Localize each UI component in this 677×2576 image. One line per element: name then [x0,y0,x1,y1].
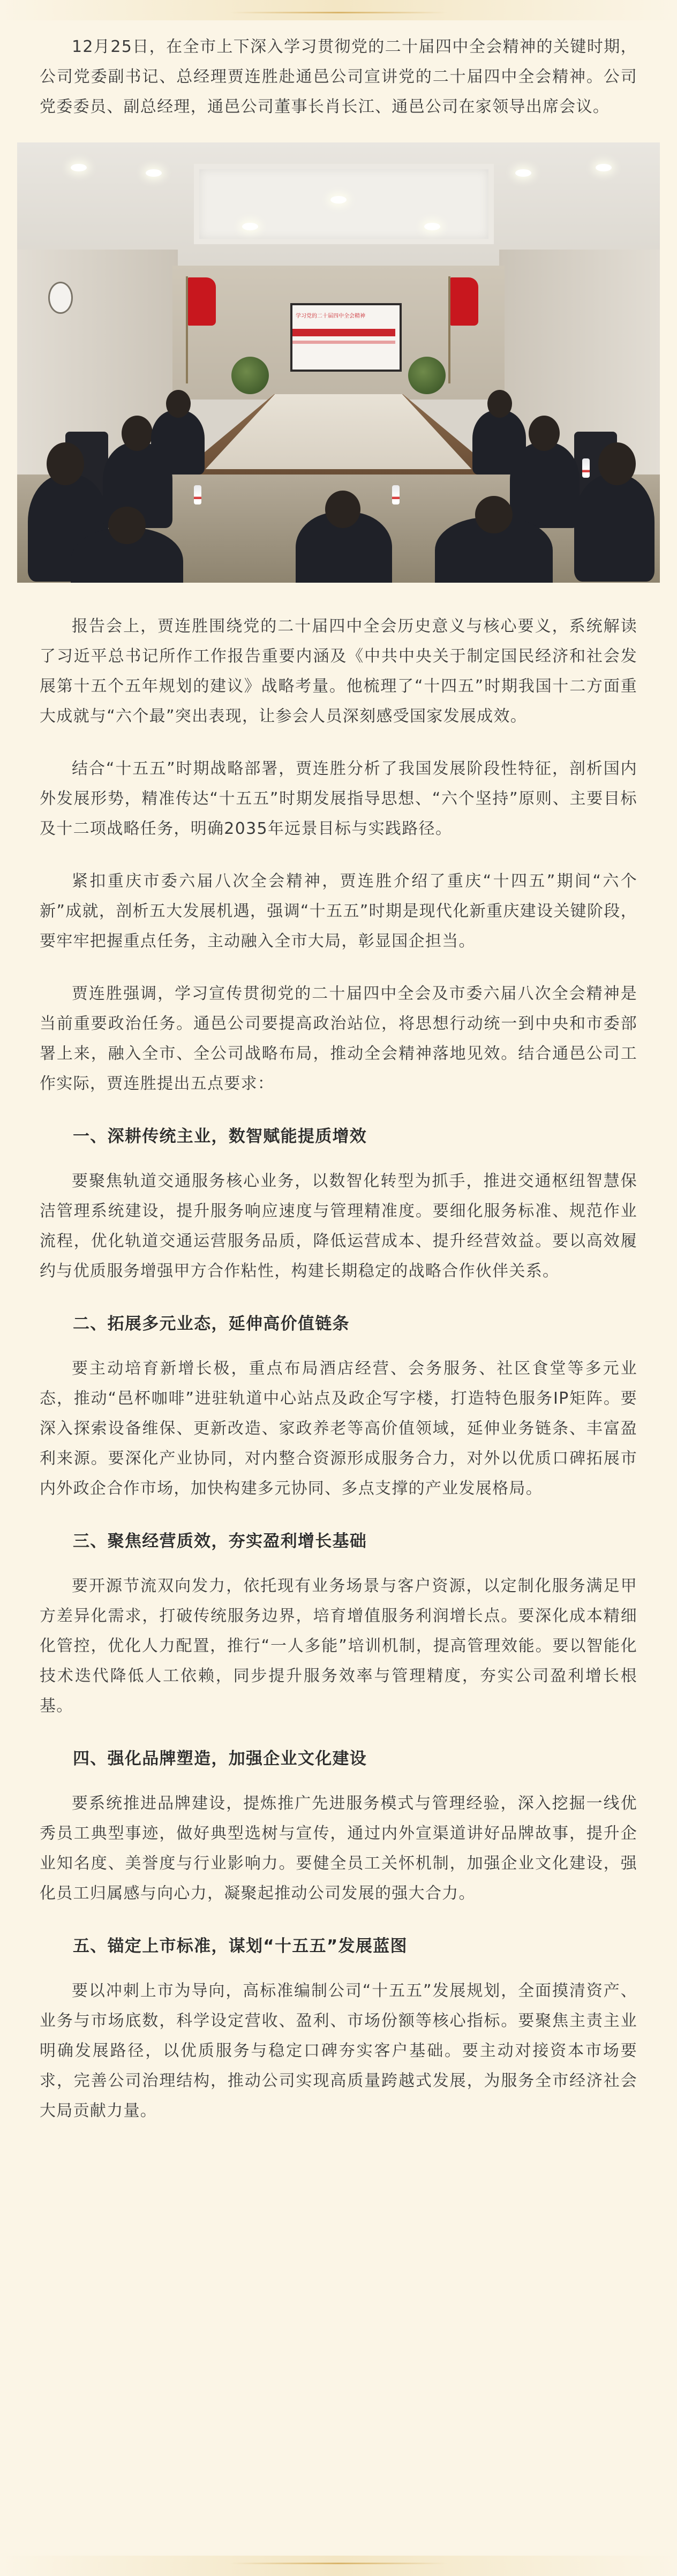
section-heading-1: 一、深耕传统主业，数智赋能提质增效 [73,1127,367,1146]
water-bottle-icon [194,485,201,504]
ceiling-lamp [515,169,531,177]
section-heading-3: 三、聚焦经营质效，夯实盈利增长基础 [73,1532,367,1551]
body-paragraph-2: 结合“十五五”时期战略部署，贾连胜分析了我国发展阶段性特征，剖析国内外发展形势，精准传达“十五五”时期发展指导思想、“六个坚持”原则、主要目标及十二项战略任务，明确2035年远景目标与实践路径。 [40,759,637,838]
ceiling-lamp [596,164,612,171]
body-paragraph-4: 贾连胜强调，学习宣传贯彻党的二十届四中全会及市委六届八次全会精神是当前重要政治任务。通邑公司要提高政治站位，将思想行动统一到中央和市委部署上来，融入全市、全公司战略布局，推动全会精神落地见效。结合通邑公司工作实际，贾连胜提出五点要求： [40,984,637,1093]
section-body-1: 要聚焦轨道交通服务核心业务，以数智化转型为抓手，推进交通枢纽智慧保洁管理系统建设，提升服务响应速度与管理精准度。要细化服务标准、规范作业流程，优化轨道交通运营服务品质，降低运营成本、提升经营效益。要以高效履约与优质服务增强甲方合作粘性，构建长期稳定的战略合作伙伴关系。 [40,1172,637,1281]
section-body-2: 要主动培育新增长极，重点布局酒店经营、会务服务、社区食堂等多元业态，推动“邑杯咖啡”进驻轨道中心站点及政企写字楼，打造特色服务IP矩阵。要深入探索设备维保、更新改造、家政养老等高价值领域，延伸业务链条、丰富盈利来源。要深化产业协同，对内整合资源形成服务合力，对外以优质口碑拓展市内外政企合作市场，加快构建多元协同、多点支撑的产业发展格局。 [40,1359,637,1498]
top-gold-line [230,12,447,13]
body-paragraph-3: 紧扣重庆市委六届八次全会精神，贾连胜介绍了重庆“十四五”期间“六个新”成就，剖析五大发展机遇，强调“十五五”时期是现代化新重庆建设关键阶段，要牢牢把握重点任务，主动融入全市大局，彰显国企担当。 [40,872,637,951]
article-body [17,32,660,2126]
presentation-screen [290,303,402,372]
section-heading-2: 二、拓展多元业态，延伸高价值链条 [73,1314,350,1334]
section-heading-4: 四、强化品牌塑造，加强企业文化建设 [73,1749,367,1768]
intro-paragraph: 12月25日，在全市上下深入学习贯彻党的二十届四中全会精神的关键时期，公司党委副书记、总经理贾连胜赴通邑公司宣讲党的二十届四中全会精神。公司党委委员、副总经理，通邑公司董事长肖长江、通邑公司在家领导出席会议。 [40,37,637,116]
screen-caption: 学习党的二十届四中全会精神 [296,313,365,319]
section-body-3: 要开源节流双向发力，依托现有业务场景与客户资源，以定制化服务满足甲方差异化需求，打破传统服务边界，培育增值服务利润增长点。要深化成本精细化管控，优化人力配置，推行“一人多能”培训机制，提高管理效能。要以智能化技术迭代降低人工依赖，同步提升服务效率与管理精度，夯实公司盈利增长根基。 [40,1577,637,1715]
wall-clock-icon [48,282,73,314]
attendee [151,410,205,474]
ceiling-lamp [146,169,162,177]
water-bottle-icon [392,485,400,504]
plant-icon [231,357,269,394]
section-heading-5: 五、锚定上市标准，谋划“十五五”发展蓝图 [73,1937,408,1956]
top-border [0,0,677,20]
attendee [574,474,655,582]
section-body-5: 要以冲刺上市为导向，高标准编制公司“十五五”发展规划，全面摸清资产、业务与市场底数，科学设定营收、盈利、市场份额等核心指标。要聚焦主责主业明确发展路径，以优质服务与稳定口碑夯实客户基础。要主动对接资本市场要求，完善公司治理结构，推动公司实现高质量跨越式发展，为服务全市经济社会大局贡献力量。 [40,1982,637,2120]
ceiling-lamp [424,223,440,230]
flag-icon [450,277,478,326]
bottom-border [0,2556,677,2576]
bottom-gold-line [230,2563,447,2564]
ceiling-lamp [242,223,258,230]
water-bottle-icon [582,458,590,478]
meeting-photo [17,142,660,583]
section-body-4: 要系统推进品牌建设，提炼推广先进服务模式与管理经验，深入挖掘一线优秀员工典型事迹，做好典型选树与宣传，通过内外宣渠道讲好品牌故事，提升企业知名度、美誉度与行业影响力。要健全员工关怀机制，加强企业文化建设，强化员工归属感与向心力，凝聚起推动公司发展的强大合力。 [40,1794,637,1903]
plant-icon [408,357,446,394]
ceiling-lamp [330,196,347,204]
ceiling-lamp [71,164,87,171]
body-paragraph-1: 报告会上，贾连胜围绕党的二十届四中全会历史意义与核心要义，系统解读了习近平总书记所作工作报告重要内涵及《中共中央关于制定国民经济和社会发展第十五个五年规划的建议》战略考量。他梳理了“十四五”时期我国十二方面重大成就与“六个最”突出表现，让参会人员深刻感受国家发展成效。 [40,617,637,726]
attendee [472,410,526,474]
flag-icon [188,277,216,326]
